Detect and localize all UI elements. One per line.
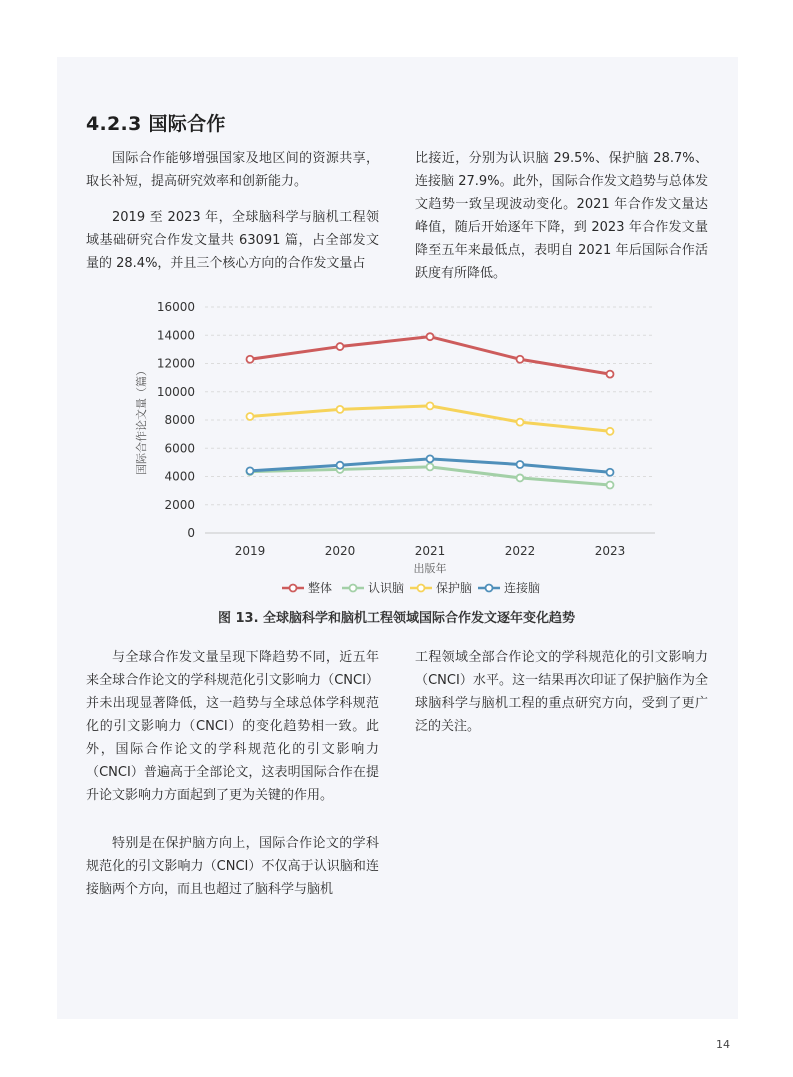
data-point — [427, 455, 434, 462]
legend-label: 认识脑 — [368, 581, 405, 595]
legend-label: 保护脑 — [436, 581, 473, 595]
x-tick-label: 2022 — [504, 544, 536, 558]
y-tick-label: 4000 — [164, 469, 195, 484]
legend-marker — [290, 585, 297, 592]
line-chart — [130, 292, 670, 602]
y-tick-label: 10000 — [156, 384, 195, 399]
figure-caption: 图 13. 全球脑科学和脑机工程领域国际合作发文逐年变化趋势 — [217, 611, 576, 626]
data-point — [247, 356, 254, 363]
data-point — [427, 333, 434, 340]
data-point — [517, 419, 524, 426]
data-point — [337, 343, 344, 350]
x-tick-label: 2019 — [234, 544, 266, 558]
paragraph-intro: 国际合作能够增强国家及地区间的资源共享，取长补短，提高研究效率和创新能力。 — [86, 151, 379, 189]
page-number: 14 — [716, 1038, 730, 1051]
paragraph-protect-brain-continued: 工程领域全部合作论文的学科规范化的引文影响力（CNCI）水平。这一结果再次印证了保护脑作为全球脑科学与脑机工程的重点研究方向，受到了更广泛的关注。 — [415, 650, 708, 734]
paragraph-cnci: 与全球合作发文量呈现下降趋势不同，近五年来全球合作论文的学科规范化引文影响力（CNCI）并未出现显著降低，这一趋势与全球总体学科规范化的引文影响力（CNCI）的变化趋势相一致。此外，国际合作论文的学科规范化的引文影响力（CNCI）普遍高于全部论文，这表明国际合作在提升论文影响力方面起到了更为关键的作用。 — [86, 650, 379, 803]
x-axis-label: 出版年 — [413, 562, 447, 575]
y-tick-label: 0 — [187, 526, 195, 540]
section-heading: 4.2.3 国际合作 — [86, 113, 226, 135]
y-tick-label: 16000 — [156, 300, 195, 314]
data-point — [517, 474, 524, 481]
legend-marker — [350, 585, 357, 592]
legend-label: 连接脑 — [504, 581, 541, 595]
legend-marker — [418, 585, 425, 592]
paragraph-protect-brain: 特别是在保护脑方向上，国际合作论文的学科规范化的引文影响力（CNCI）不仅高于认识脑和连接脑两个方向，而且也超过了脑科学与脑机 — [86, 836, 379, 897]
y-tick-label: 2000 — [164, 497, 195, 512]
data-point — [607, 428, 614, 435]
data-point — [607, 469, 614, 476]
y-tick-label: 6000 — [164, 441, 195, 456]
legend-label: 整体 — [308, 581, 333, 595]
chart — [130, 292, 670, 602]
y-axis-label: 国际合作论文量（篇） — [135, 365, 148, 475]
data-point — [247, 467, 254, 474]
y-tick-label: 12000 — [156, 356, 195, 371]
data-point — [517, 356, 524, 363]
data-point — [517, 461, 524, 468]
data-point — [427, 463, 434, 470]
y-tick-label: 14000 — [156, 328, 195, 343]
legend-marker — [486, 585, 493, 592]
data-point — [607, 481, 614, 488]
series-line-0 — [250, 337, 610, 374]
y-tick-label: 8000 — [164, 413, 195, 427]
data-point — [607, 371, 614, 378]
data-point — [247, 413, 254, 420]
x-tick-label: 2023 — [594, 544, 626, 558]
data-point — [337, 406, 344, 413]
paragraph-volume: 2019 至 2023 年，全球脑科学与脑机工程领域基础研究合作发文量共 63091 篇，占全部发文量的 28.4%，并且三个核心方向的合作发文量占 — [86, 210, 379, 271]
paragraph-volume-continued: 比接近，分别为认识脑 29.5%、保护脑 28.7%、连接脑 27.9%。此外，国际合作发文趋势与总体发文趋势一致呈现波动变化。2021 年合作发文量达峰值，随后开始逐年下降，到 2023 年合作发文量降至五年来最低点，表明自 2021 年后国际合作活跃度有所降低。 — [415, 151, 708, 281]
x-tick-label: 2021 — [414, 544, 446, 558]
data-point — [427, 402, 434, 409]
x-tick-label: 2020 — [324, 544, 356, 558]
data-point — [337, 462, 344, 469]
